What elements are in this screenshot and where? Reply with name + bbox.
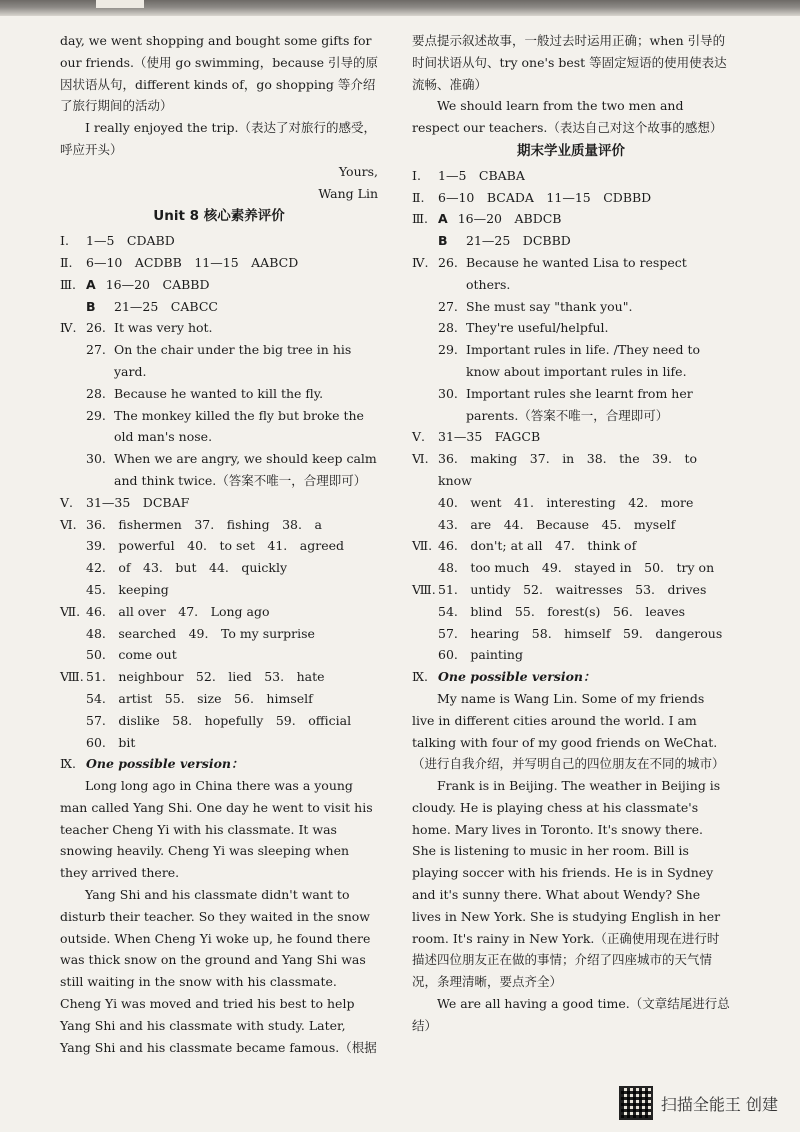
watermark-text: 扫描全能王 创建 xyxy=(660,1094,778,1114)
section-6: Ⅵ. 36. fishermen 37. fishing 38. a xyxy=(60,516,322,532)
section-1: Ⅰ. 1—5 CBABA xyxy=(412,167,525,183)
comment-continuation: 要点提示叙述故事，一般过去时运用正确；when 引导的时间状语从句、try one's best 等固定短语的使用使表达流畅、准确） xyxy=(412,33,727,92)
section-7-line: 50. come out xyxy=(86,647,177,663)
answer-28: 28. They're useful/helpful. xyxy=(438,320,609,336)
model-essay-paragraph: Long long ago in China there was a young man called Yang Shi. One day he went to visit his teacher Cheng Yi with his classmate. It was snowing heavily. Cheng Yi was sleeping when they arrived there. xyxy=(60,778,373,881)
section-6-line: 42. of 43. but 44. quickly xyxy=(86,560,288,576)
section-3-b: B 21—25 CABCC xyxy=(86,298,218,314)
model-essay-paragraph: Yang Shi and his classmate didn't want to disturb their teacher. So they waited in the snow outside. When Cheng Yi woke up, he found there was thick snow on the ground and Yang Shi was still waiting in the snow with his classmate. Cheng Yi was moved and tried his best to help Yang Shi and his classmate with study. Later, Yang Shi and his classmate became famous.（根据 xyxy=(60,887,377,1055)
answer-28: 28. Because he wanted to kill the fly. xyxy=(86,385,324,401)
section-1: Ⅰ. 1—5 CDABD xyxy=(60,233,175,249)
essay-ending: I really enjoyed the trip.（表达了对旅行的感受，呼应开头） xyxy=(60,120,376,157)
model-essay-paragraph: Frank is in Beijing. The weather in Beijing is cloudy. He is playing chess at his classmate's home. Mary lives in Toronto. It's snowy there. She is listening to music in her room. Bill is playing soccer with his friends. He is in Sydney and it's sunny there. What about Wendy? She lives in New York. She is studying English in her room. It's rainy in New York.（正确使用现在进行时描述四位朋友正在做的事情；介绍了四座城市的天气情况，条理清晰，要点齐全） xyxy=(412,778,721,990)
scanner-watermark xyxy=(619,1086,778,1120)
section-6-line: 45. keeping xyxy=(86,581,169,597)
section-8-line: 54. blind 55. forest(s) 56. leaves xyxy=(438,603,686,619)
exam-title: 期末学业质量评价 xyxy=(517,142,625,159)
unit-title: Unit 8 核心素养评价 xyxy=(153,208,285,225)
answer-29: 29. Important rules in life. /They need to know about important rules in life. xyxy=(438,342,701,379)
section-6-line: 40. went 41. interesting 42. more xyxy=(438,494,694,510)
section-6-line: 39. powerful 40. to set 41. agreed xyxy=(86,538,344,554)
section-2: Ⅱ. 6—10 BCADA 11—15 CDBBD xyxy=(412,189,652,205)
letter-signature: Wang Lin xyxy=(318,185,378,201)
page-tab xyxy=(96,0,144,8)
section-8-line: 60. painting xyxy=(438,647,523,663)
essay-continuation: day, we went shopping and bought some gifts for our friends.（使用 go swimming，because 引导的原因状语从句，different kinds of，go shopping 等介绍了旅行期间的活动） xyxy=(60,33,378,114)
section-8-line: 54. artist 55. size 56. himself xyxy=(86,690,313,706)
section-7: Ⅶ. 46. don't; at all 47. think of xyxy=(412,538,637,554)
section-2: Ⅱ. 6—10 ACDBB 11—15 AABCD xyxy=(60,254,299,270)
section-9: Ⅸ. One possible version： xyxy=(60,756,244,772)
section-8-line: 57. dislike 58. hopefully 59. official xyxy=(86,712,352,728)
section-4: Ⅳ. 26. It was very hot. xyxy=(60,320,213,336)
section-8: Ⅷ. 51. neighbour 52. lied 53. hate xyxy=(60,669,325,685)
essay-ending: We should learn from the two men and respect our teachers.（表达自己对这个故事的感想） xyxy=(412,98,723,136)
section-8-line: 57. hearing 58. himself 59. dangerous xyxy=(438,625,723,641)
section-3: Ⅲ. A 16—20 CABBD xyxy=(60,276,210,292)
model-essay-paragraph: My name is Wang Lin. Some of my friends live in different cities around the world. I am talking with four of my good friends on WeChat.（进行自我介绍，并写明自己的四位朋友在不同的城市） xyxy=(412,690,725,772)
qr-code-icon xyxy=(619,1086,653,1120)
section-6-line: 43. are 44. Because 45. myself xyxy=(438,516,676,532)
scan-top-edge xyxy=(0,0,800,16)
section-7-line: 48. searched 49. To my surprise xyxy=(86,625,315,641)
left-column xyxy=(60,30,378,1058)
answer-29: 29. The monkey killed the fly but broke the old man's nose. xyxy=(86,407,364,445)
model-essay-paragraph: We are all having a good time.（文章结尾进行总结） xyxy=(412,996,730,1033)
answer-27: 27. On the chair under the big tree in his yard. xyxy=(86,342,352,379)
section-5: Ⅴ. 31—35 DCBAF xyxy=(60,494,190,510)
section-4: Ⅳ. 26. Because he wanted Lisa to respect others. xyxy=(412,254,687,292)
section-8: Ⅷ. 51. untidy 52. waitresses 53. drives xyxy=(412,581,707,597)
right-column xyxy=(412,30,730,1037)
section-3: Ⅲ. A 16—20 ABDCB xyxy=(412,211,562,227)
section-8-line: 60. bit xyxy=(86,734,136,750)
section-6: Ⅵ. 36. making 37. in 38. the 39. to know xyxy=(412,451,698,488)
answer-27: 27. She must say "thank you". xyxy=(438,298,633,314)
answer-30: 30. Important rules she learnt from her parents.（答案不唯一，合理即可） xyxy=(438,385,693,423)
section-9: Ⅸ. One possible version： xyxy=(412,669,596,685)
answer-30: 30. When we are angry, we should keep calm and think twice.（答案不唯一，合理即可） xyxy=(86,451,377,488)
letter-closing: Yours, xyxy=(338,163,378,179)
section-7-line: 48. too much 49. stayed in 50. try on xyxy=(438,560,715,576)
section-3-b: B 21—25 DCBBD xyxy=(438,233,571,249)
section-5: Ⅴ. 31—35 FAGCB xyxy=(412,429,541,445)
section-7: Ⅶ. 46. all over 47. Long ago xyxy=(60,603,270,619)
